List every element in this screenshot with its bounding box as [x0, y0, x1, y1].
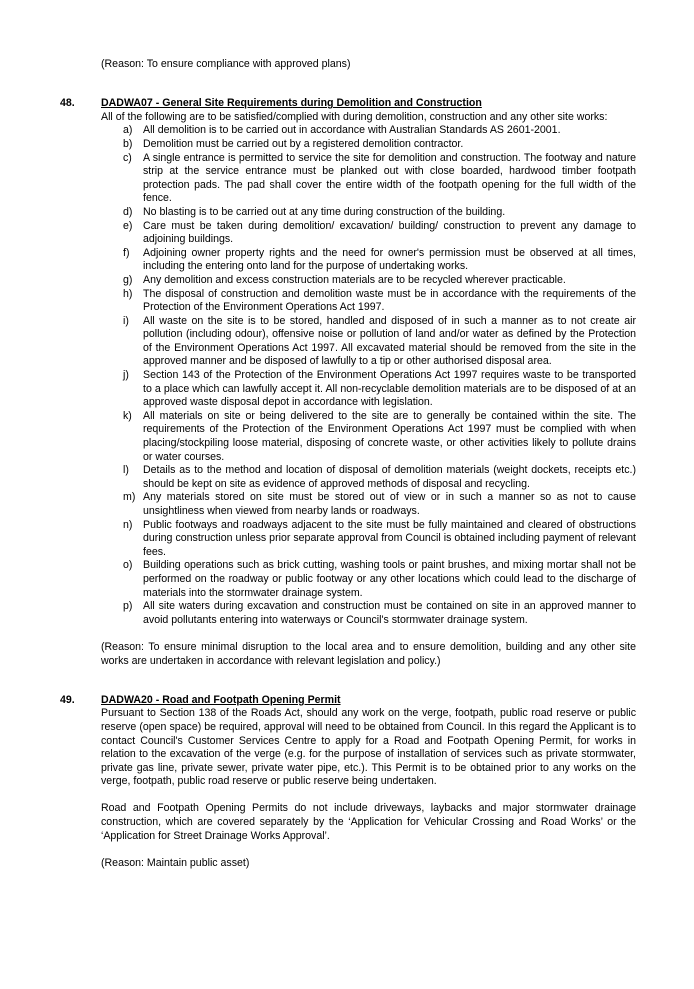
- list-item-text: The disposal of construction and demolition waste must be in accordance with the requirements of the Protection of the Environment Operations Act 1997.: [143, 287, 636, 314]
- list-item: [0, 220, 636, 247]
- list-item-label: h): [123, 287, 133, 300]
- section-number: 48.: [60, 97, 75, 110]
- list-item-label: g): [123, 273, 133, 286]
- section-reason: (Reason: Maintain public asset): [101, 856, 250, 869]
- section-49: [0, 694, 694, 871]
- list-item: [0, 315, 636, 369]
- list-item-label: f): [123, 246, 130, 259]
- list-item: [0, 152, 636, 206]
- list-item: [0, 369, 636, 410]
- list-item-text: Any materials stored on site must be stored out of view or in such a manner so as not to cause unsightliness when viewed from nearby lands or roadways.: [143, 491, 636, 517]
- list-item-label: p): [123, 600, 133, 613]
- list-item-text: A single entrance is permitted to service the site for demolition and construction. The footway and nature strip at the service entrance must be planked out with close boarded, hardwood timber footpath protection pads. The pad shall cover the entire width of the footpath opening for the full width of the fence.: [143, 151, 636, 205]
- list-item-text: Public footways and roadways adjacent to the site must be fully maintained and cleared of obstructions during construction unless prior separate approval from Council is obtained including payment of relevant fees.: [143, 518, 636, 558]
- section-paragraph: Road and Footpath Opening Permits do not include driveways, laybacks and major stormwater drainage construction, which are covered separately by the ‘Application for Vehicular Crossing and Road Works’ or the ‘Application for Street Drainage Works Approval’.: [101, 802, 636, 842]
- section-paragraph: Pursuant to Section 138 of the Roads Act, should any work on the verge, footpath, public road reserve or public reserve (open space) be required, approval will need to be obtained from Council. In this regard the Applicant is to contact Council's Customer Services Centre to apply for a Road and Footpath Opening Permit, for works in relation to the excavation of the verge (e.g. for the purpose of installation of services such as private stormwater, private gas line, private sewer, private water pipe, etc.). This Permit is to be obtained prior to any works on the verge, footpath, public road reserve or public reserve being undertaken.: [101, 707, 636, 788]
- list-item: [0, 491, 636, 518]
- list-item-text: Care must be taken during demolition/ excavation/ building/ construction to prevent any damage to adjoining buildings.: [143, 219, 636, 246]
- list-item-label: d): [123, 205, 133, 218]
- list-item-text: Any demolition and excess construction materials are to be recycled wherever practicable.: [143, 273, 566, 286]
- list-item: [0, 206, 636, 220]
- list-item-text: Adjoining owner property rights and the need for owner's permission must be observed at all times, including the entering onto land for the purpose of undertaking works.: [143, 246, 636, 273]
- list-item-text: All materials on site or being delivered to the site are to generally be contained within the site. The requirements of the Protection of the Environment Operations Act 1997 must be complied with when placing/stockpiling loose material, disposing of concrete waste, or other activities likely to pollute drains or water courses.: [143, 409, 636, 463]
- list-item-label: i): [123, 314, 129, 327]
- list-item: [0, 274, 636, 288]
- list-item-label: j): [123, 369, 129, 382]
- list-item-label: o): [123, 559, 133, 572]
- list-item: [0, 410, 636, 464]
- list-item-label: c): [123, 151, 132, 164]
- list-item: [0, 519, 636, 560]
- section-48: [0, 97, 694, 668]
- section-heading: DADWA20 - Road and Footpath Opening Permit: [101, 693, 341, 706]
- list-item-label: a): [123, 124, 133, 137]
- section-reason: (Reason: To ensure minimal disruption to the local area and to ensure demolition, building and any other site works are undertaken in accordance with relevant legislation and policy.): [101, 640, 636, 667]
- list-item-label: n): [123, 518, 133, 531]
- condition-list: [0, 124, 636, 627]
- list-item-text: All waste on the site is to be stored, handled and disposed of in such a manner as to not create air pollution (including odour), offensive noise or pollution of land and/or water as defined by the Protection of the Environment Operations Act 1997. All excavated material should be removed from the site in the approved manner and be disposed of lawfully to a tip or other authorised disposal area.: [143, 314, 636, 368]
- list-item: [0, 559, 636, 600]
- list-item-text: All site waters during excavation and construction must be contained on site in an approved manner to avoid pollutants entering into waterways or Council's stormwater drainage system.: [143, 600, 636, 626]
- list-item: [0, 288, 636, 315]
- list-item: [0, 138, 636, 152]
- list-item: [0, 247, 636, 274]
- list-item-text: All demolition is to be carried out in accordance with Australian Standards AS 2601-2001.: [143, 124, 561, 137]
- list-item-label: m): [123, 491, 136, 504]
- prior-reason: (Reason: To ensure compliance with approved plans): [101, 58, 351, 70]
- section-heading: DADWA07 - General Site Requirements during Demolition and Construction: [101, 97, 482, 110]
- list-item-label: e): [123, 219, 133, 232]
- list-item-text: No blasting is to be carried out at any time during construction of the building.: [143, 205, 506, 218]
- list-item: [0, 464, 636, 491]
- list-item-text: Building operations such as brick cutting, washing tools or paint brushes, and mixing mortar shall not be performed on the roadway or public footway or any other locations which could lead to the discharge of materials into the stormwater drainage system.: [143, 559, 636, 599]
- list-item-text: Demolition must be carried out by a registered demolition contractor.: [143, 137, 464, 150]
- list-item-label: k): [123, 409, 132, 422]
- section-intro: All of the following are to be satisfied/complied with during demolition, construction and any other site works:: [101, 110, 608, 123]
- section-number: 49.: [60, 693, 75, 706]
- list-item-text: Section 143 of the Protection of the Environment Operations Act 1997 requires waste to be transported to a place which can lawfully accept it. All non-recyclable demolition materials are to be disposed of at an approved waste disposal depot in accordance with legislation.: [143, 369, 636, 409]
- list-item-label: b): [123, 137, 133, 150]
- list-item-label: l): [123, 464, 129, 477]
- list-item: [0, 124, 636, 138]
- list-item-text: Details as to the method and location of disposal of demolition materials (weight dockets, receipts etc.) should be kept on site as evidence of approved methods of disposal and recycling.: [143, 464, 636, 490]
- list-item: [0, 600, 636, 627]
